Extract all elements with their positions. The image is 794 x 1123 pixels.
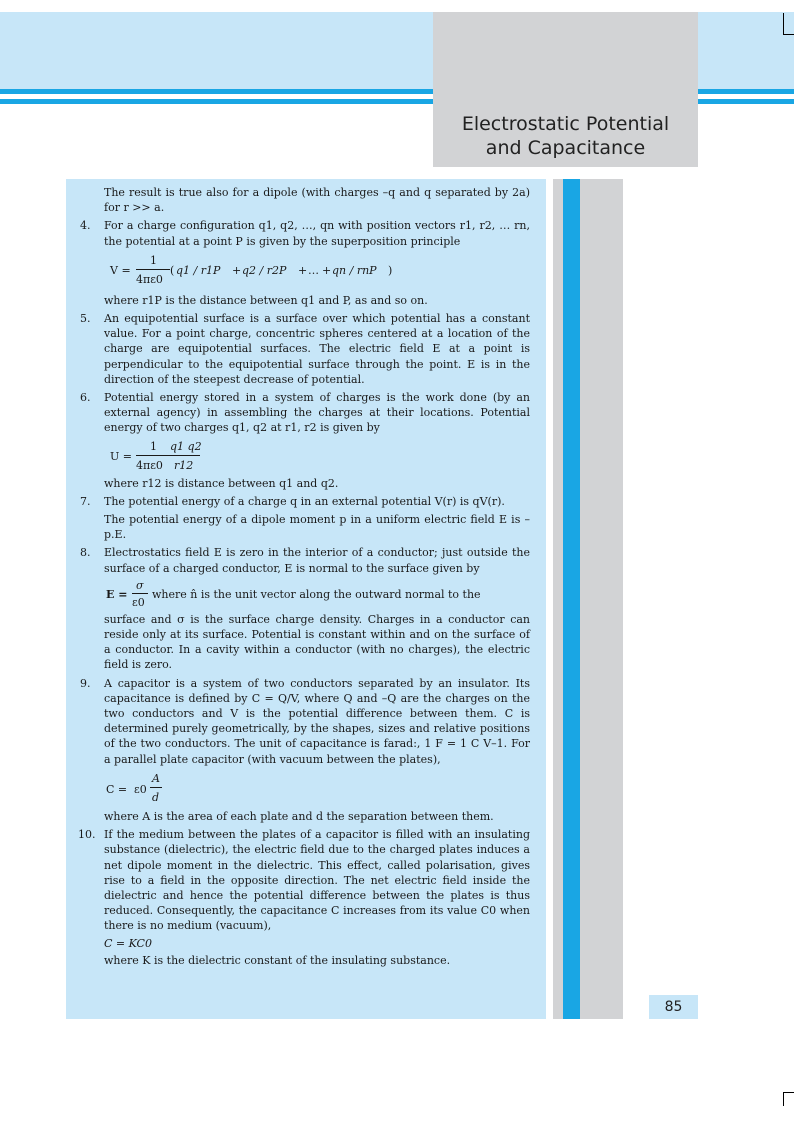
eq-denominator: d <box>152 790 160 804</box>
eq-term: … <box>308 263 319 277</box>
item-text: Electrostatics field E is zero in the interior of a conductor; just outside the surface of a charged conductor, E is normal to the surface given by <box>104 546 530 575</box>
header-stripe <box>0 99 433 104</box>
list-item <box>80 545 530 672</box>
eq-term: qn / rnP <box>332 263 377 277</box>
eq-denominator: 4πε0 <box>136 272 163 286</box>
item-text: An equipotential surface is a surface over which potential has a constant value. For a point charge, concentric spheres centered at a location of the charge are equipotential surfaces. The electric field E at a point is perpendicular to the equipotential surface through the point. E is in the direction of the steepest decrease of potential. <box>104 312 530 386</box>
eq-symbol: ε0 <box>134 782 147 796</box>
chapter-title <box>433 112 698 160</box>
chapter-title-line: and Capacitance <box>485 137 646 159</box>
eq-term: q1 / r1P <box>176 263 221 277</box>
crop-mark <box>783 1092 784 1106</box>
eq-term: q2 / r2P <box>242 263 287 277</box>
eq-numerator: 1 <box>150 439 157 453</box>
list-item <box>80 494 530 543</box>
equation-energy <box>108 438 530 474</box>
item-number: 5. <box>80 312 91 326</box>
item-text: For a charge configuration q1, q2, …, qn with position vectors r1, r2, … rn, the potential at a point P is given by the superposition principle <box>104 219 530 248</box>
chapter-title-line: Electrostatic Potential <box>461 113 670 135</box>
equation-potential: V = 1 4πε0 ( q1 / r1P + q2 / r2P + … + qn / rnP ) <box>110 253 393 286</box>
eq-numerator: A <box>152 771 160 785</box>
item-text: A capacitor is a system of two conductors separated by an insulator. Its capacitance is defined by C = Q/V, where Q and –Q are the charges on the two conductors and V is the potential difference between them. C is determined purely geometrically, by the shapes, sizes and relative positions of the two conductors. The unit of capacitance is farad:, 1 F = 1 C V–1. For a parallel plate capacitor (with vacuum between the plates), <box>104 676 530 766</box>
eq-denominator: ε0 <box>132 595 145 609</box>
item-text: Potential energy stored in a system of charges is the work done (by an external agency) in assembling the charges at their locations. Potential energy of two charges q1, q2 at r1, r2 is given by <box>104 391 530 435</box>
item-text: where r12 is distance between q1 and q2. <box>104 476 339 490</box>
list-item <box>80 311 530 387</box>
list-item <box>80 676 530 824</box>
margin-blue-bar <box>563 179 580 1019</box>
item-text: The result is true also for a dipole (with charges –q and q separated by 2a) for r >> a. <box>104 186 530 215</box>
item-number: 9. <box>80 676 91 690</box>
equation-field <box>104 578 530 610</box>
item-number: 8. <box>80 546 91 560</box>
header-stripe <box>698 99 794 104</box>
equation-dielectric: C = KC0 <box>104 936 152 950</box>
header-stripe <box>0 89 433 94</box>
list-item <box>78 827 530 968</box>
item-text: The potential energy of a charge q in an external potential V(r) is qV(r). <box>104 494 505 508</box>
eq-numerator: q1 q2 <box>170 439 202 453</box>
list-item <box>80 390 530 491</box>
item-number: 7. <box>80 494 91 508</box>
crop-mark <box>783 34 794 35</box>
item-text: where r1P is the distance between q1 and P, as and so on. <box>104 293 428 307</box>
crop-mark <box>783 1092 794 1093</box>
eq-lhs: C = <box>106 782 128 796</box>
item-number: 6. <box>80 391 91 405</box>
item-text: The potential energy of a dipole moment p in a uniform electric field E is –p.E. <box>104 513 530 542</box>
item-text: surface and σ is the surface charge density. Charges in a conductor can reside only at its surface. Potential is constant within and on the surface of a conductor. In a cavity within a conductor (with no charges), the electric field is zero. <box>104 612 530 672</box>
list-item <box>80 218 530 308</box>
item-text: where K is the dielectric constant of the insulating substance. <box>104 953 451 967</box>
crop-mark <box>783 13 784 35</box>
page-number: 85 <box>649 995 698 1019</box>
item-text: where A is the area of each plate and d the separation between them. <box>104 809 494 823</box>
item-text: If the medium between the plates of a capacitor is filled with an insulating substance (dielectric), the electric field due to the charged plates induces a net dipole moment in the dielectric. This effect, called polarisation, gives rise to a field in the opposite direction. The net electric field inside the dielectric and hence the potential difference between the plates is thus reduced. Consequently, the capacitance C increases from its value C0 when there is no medium (vacuum), <box>104 828 530 933</box>
eq-lhs: V = <box>110 263 131 277</box>
list-item <box>104 185 530 215</box>
item-number: 4. <box>80 219 91 233</box>
eq-numerator: 1 <box>150 253 157 267</box>
equation-capacitance <box>104 769 530 807</box>
item-number: 10. <box>78 828 96 842</box>
eq-numerator: σ <box>136 578 144 592</box>
eq-lhs: U = <box>110 449 132 463</box>
summary-text <box>78 185 530 968</box>
header-stripe <box>698 89 794 94</box>
eq-text: where n̂ is the unit vector along the outward normal to the <box>152 587 481 601</box>
eq-lhs: E = <box>106 587 128 601</box>
eq-denominator: 4πε0 <box>136 458 163 472</box>
eq-denominator: r12 <box>174 458 194 472</box>
